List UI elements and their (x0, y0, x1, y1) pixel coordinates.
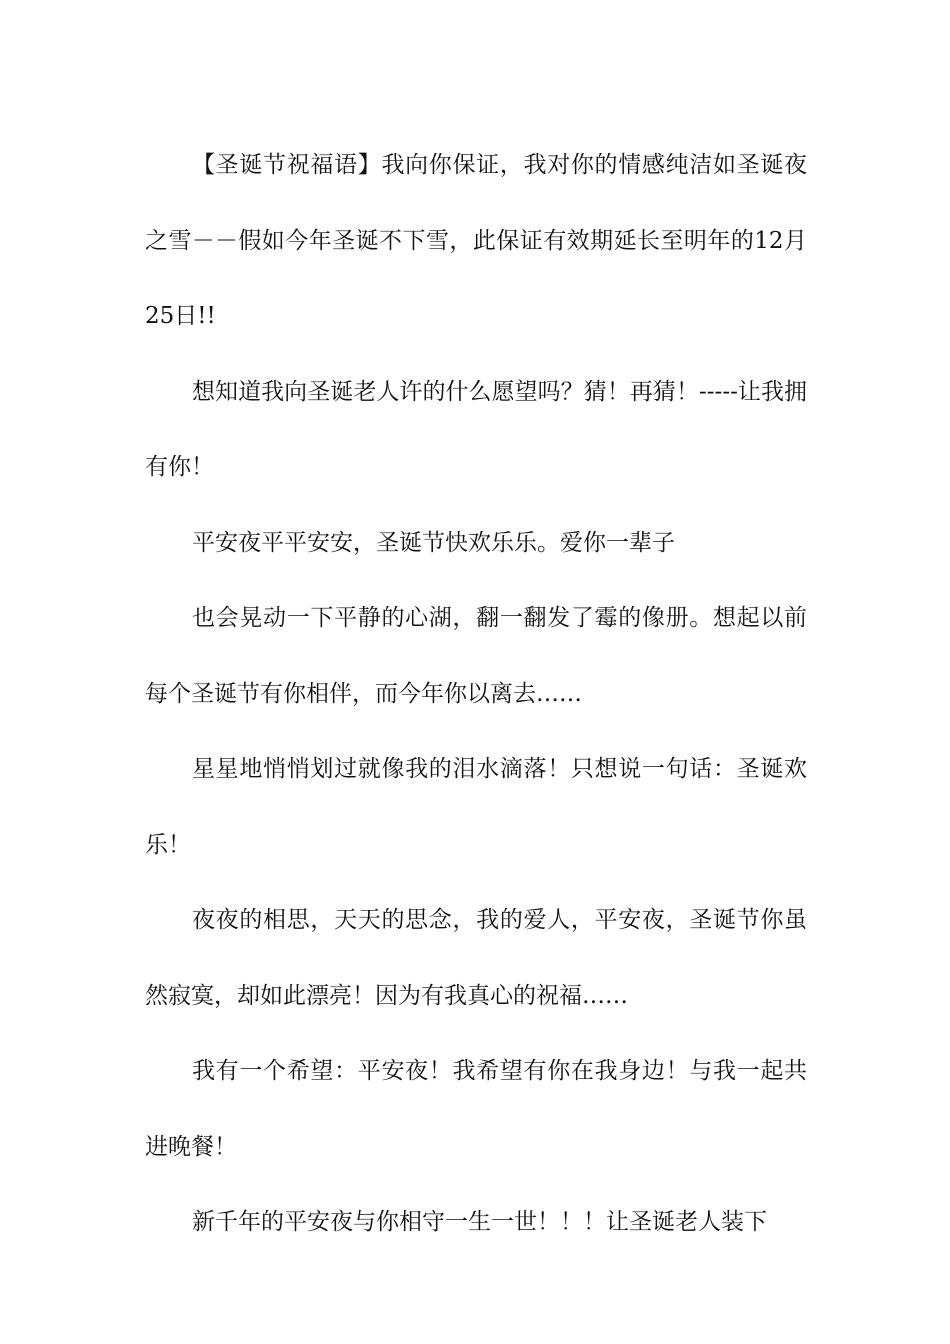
paragraph-hope: 我有一个希望：平安夜！我希望有你在我身边！与我一起共进晚餐！ (145, 1058, 807, 1160)
paragraph-new-millennium: 新千年的平安夜与你相守一生一世！！！让圣诞老人装下 (192, 1209, 767, 1235)
paragraph-memories: 也会晃动一下平静的心湖，翻一翻发了霉的像册。想起以前每个圣诞节有你相伴，而今年你以离去…… (145, 605, 807, 707)
document-body (145, 128, 807, 1261)
paragraph-peace-night: 平安夜平平安安，圣诞节快欢乐乐。爱你一辈子 (192, 529, 675, 556)
paragraph-greeting-promise: 【圣诞节祝福语】我向你保证，我对你的情感纯洁如圣诞夜之雪－－假如今年圣诞不下雪，此保证有效期延长至明年的12月25日!! (145, 152, 807, 329)
paragraph-wish: 想知道我向圣诞老人许的什么愿望吗？猜！再猜！-----让我拥有你！ (145, 378, 807, 480)
paragraph-longing: 夜夜的相思，天天的思念，我的爱人，平安夜，圣诞节你虽然寂寞，却如此漂亮！因为有我真心的祝福…… (145, 907, 807, 1009)
paragraph-stars: 星星地悄悄划过就像我的泪水滴落！只想说一句话：圣诞欢乐！ (145, 756, 807, 858)
